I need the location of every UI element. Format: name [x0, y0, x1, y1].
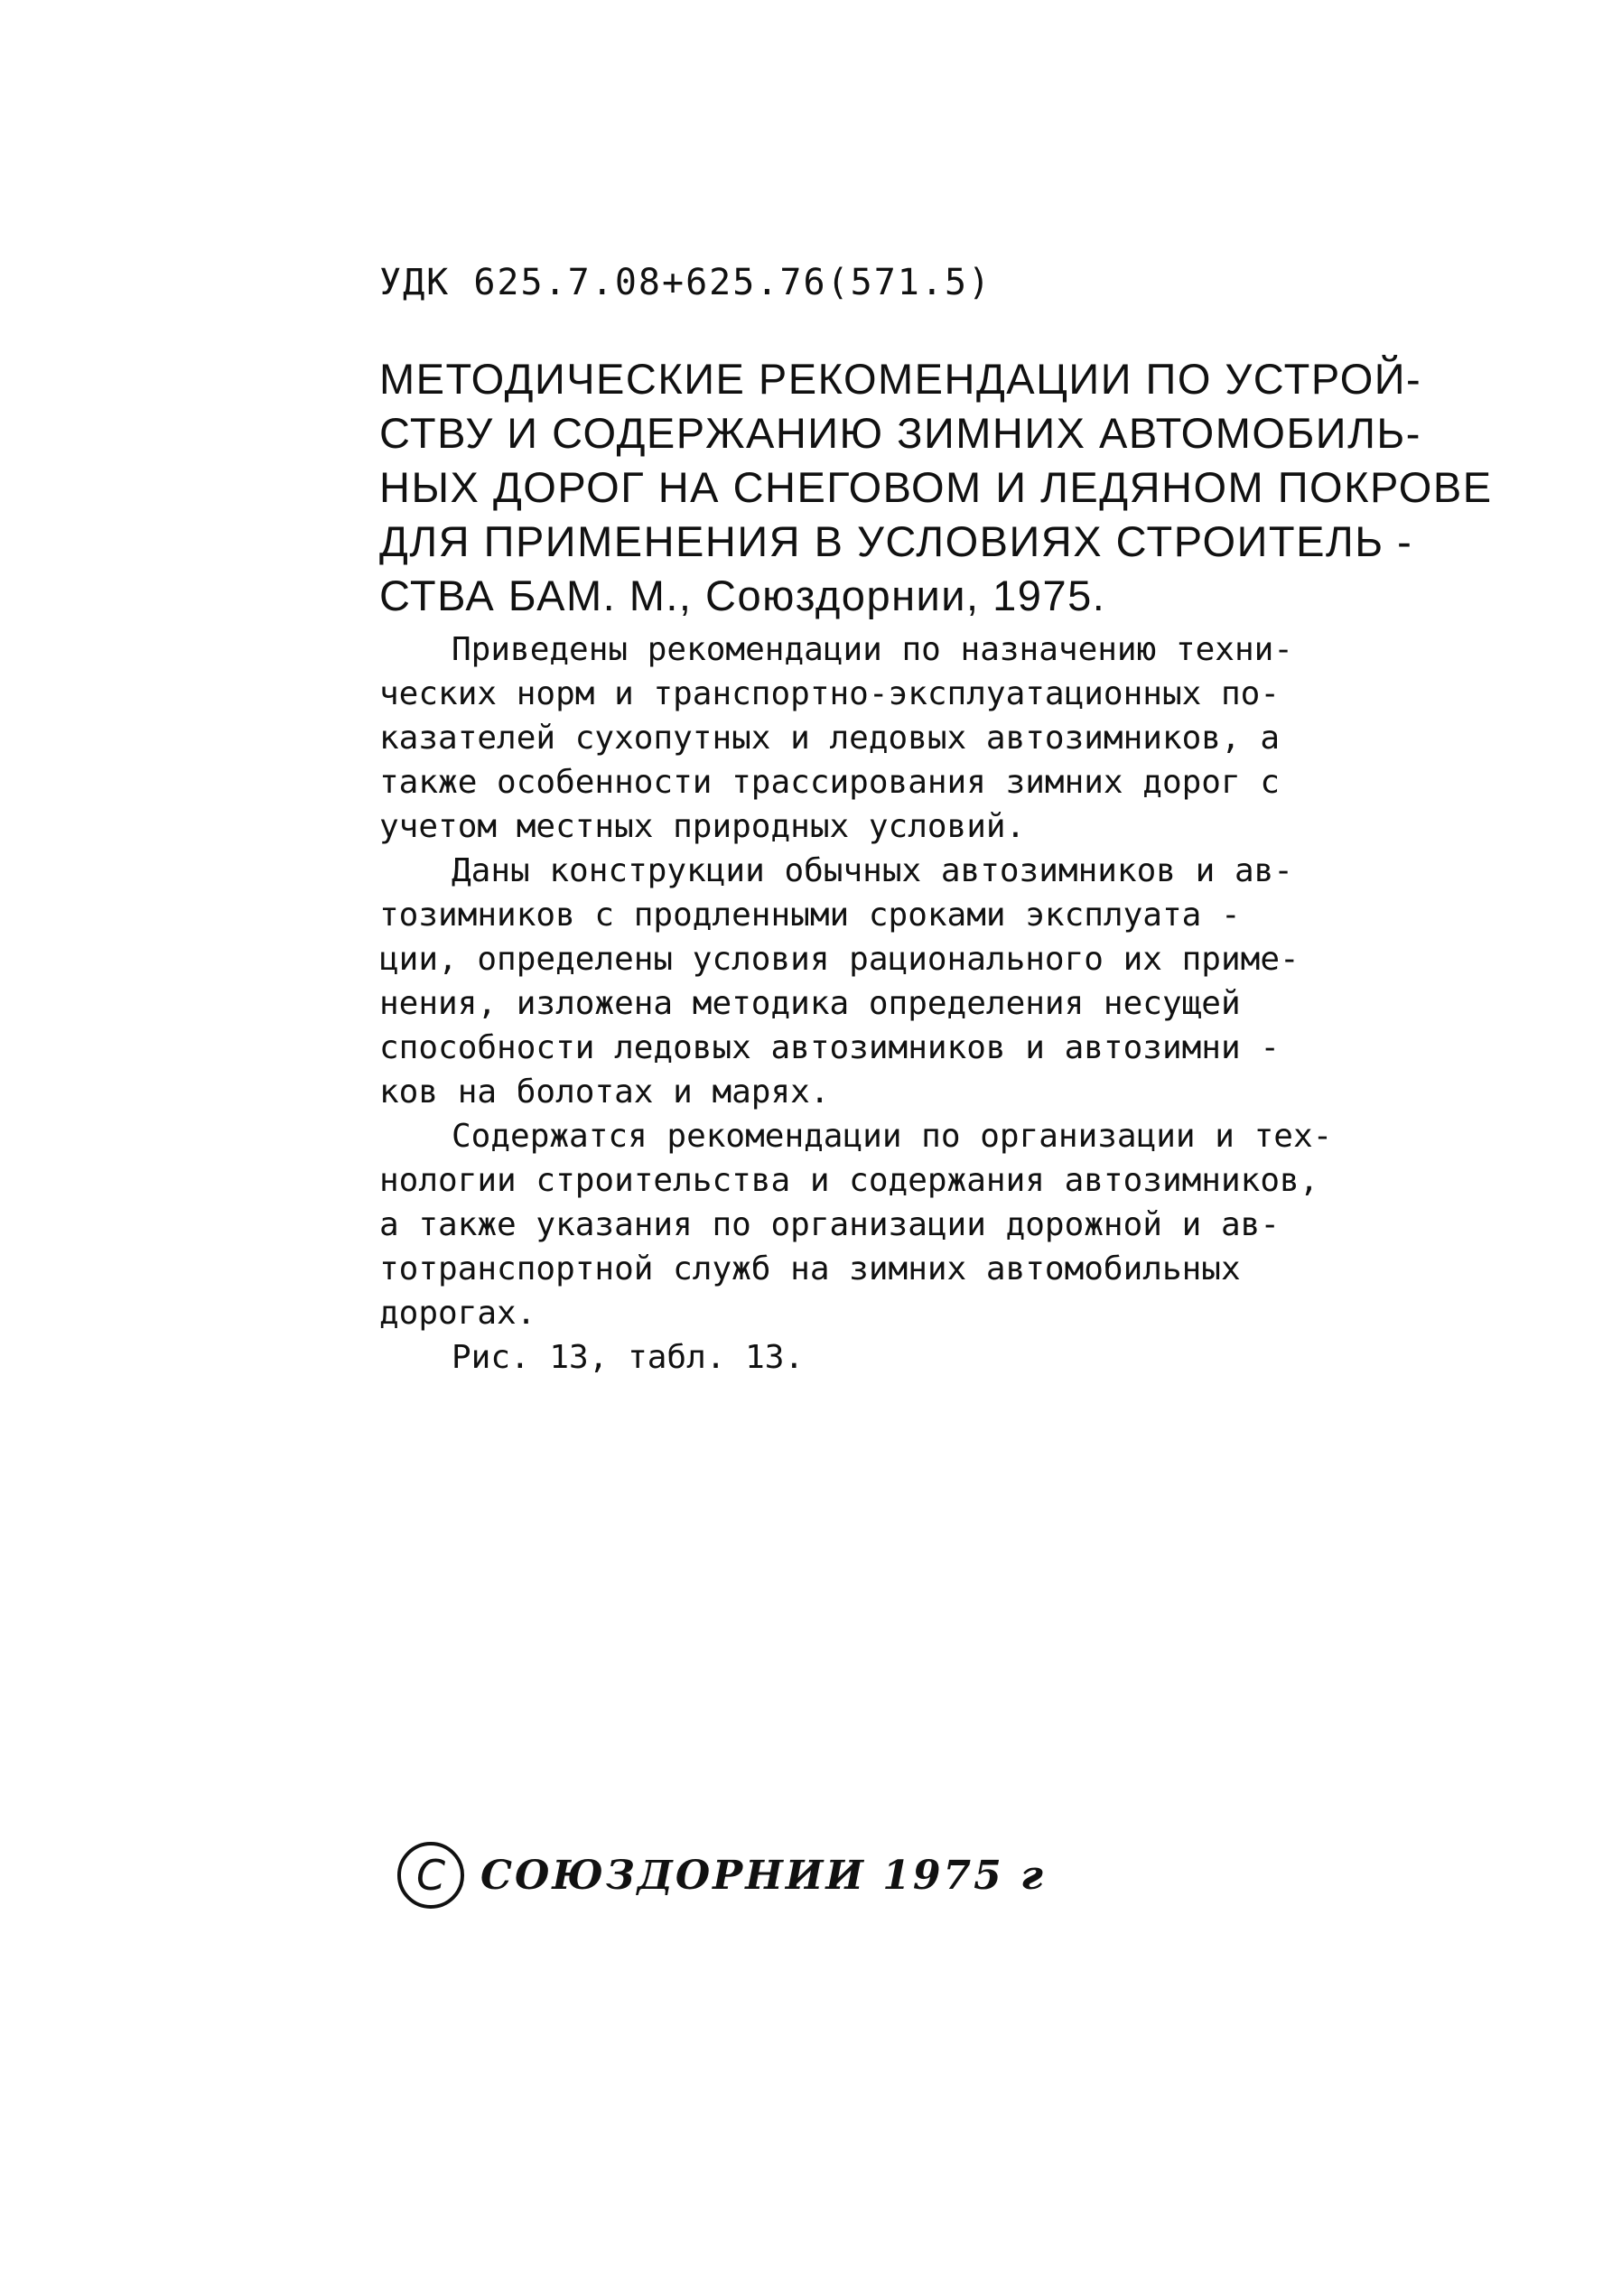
abstract-line: Содержатся рекомендации по организации и тех- [452, 1118, 1333, 1155]
title-line: СТВУ И СОДЕРЖАНИЮ ЗИМНИХ АВТОМОБИЛЬ- [379, 409, 1421, 457]
copyright-symbol: С [415, 1851, 446, 1900]
abstract-line: Приведены рекомендации по назначению техни- [452, 631, 1293, 668]
abstract-line: тотранспортной служб на зимних автомобильных [379, 1250, 1241, 1287]
copyright-icon [397, 1842, 464, 1909]
abstract-line: способности ледовых автозимников и автозимни - [379, 1029, 1280, 1066]
udk-code: УДК 625.7.08+625.76(571.5) [379, 262, 992, 303]
abstract [379, 627, 1445, 1380]
abstract-line: Даны конструкции обычных автозимников и ав- [452, 852, 1293, 889]
title-line: ДЛЯ ПРИМЕНЕНИЯ В УСЛОВИЯХ СТРОИТЕЛЬ - [379, 517, 1413, 565]
copyright-text: СОЮЗДОРНИИ 1975 г [480, 1852, 1046, 1899]
abstract-paragraph [379, 849, 1445, 1114]
title-line: НЫХ ДОРОГ НА СНЕГОВОМ И ЛЕДЯНОМ ПОКРОВЕ [379, 463, 1493, 511]
abstract-line: учетом местных природных условий. [379, 808, 1026, 845]
abstract-paragraph [379, 1114, 1445, 1335]
abstract-paragraph [379, 627, 1445, 849]
bibliographic-title [379, 352, 1493, 623]
abstract-line: тозимников с продленными сроками эксплуата - [379, 897, 1241, 934]
abstract-line: нологии строительства и содержания автозимников, [379, 1162, 1319, 1199]
title-line: СТВА БАМ. М., Союздорнии, 1975. [379, 572, 1106, 619]
figures-tables-count [379, 1335, 1445, 1380]
abstract-line: Рис. 13, табл. 13. [452, 1339, 805, 1376]
abstract-line: казателей сухопутных и ледовых автозимников, а [379, 720, 1280, 757]
abstract-line: нения, изложена методика определения несущей [379, 985, 1241, 1022]
abstract-line: также особенности трассирования зимних дорог с [379, 764, 1280, 801]
abstract-line: а также указания по организации дорожной и ав- [379, 1206, 1280, 1243]
copyright-notice [397, 1842, 1046, 1909]
title-line: МЕТОДИЧЕСКИЕ РЕКОМЕНДАЦИИ ПО УСТРОЙ- [379, 355, 1422, 403]
abstract-line: ческих норм и транспортно-эксплуатационных по- [379, 675, 1280, 712]
abstract-line: ков на болотах и марях. [379, 1074, 830, 1111]
abstract-line: ции, определены условия рационального их приме- [379, 941, 1300, 978]
abstract-line: дорогах. [379, 1295, 536, 1332]
